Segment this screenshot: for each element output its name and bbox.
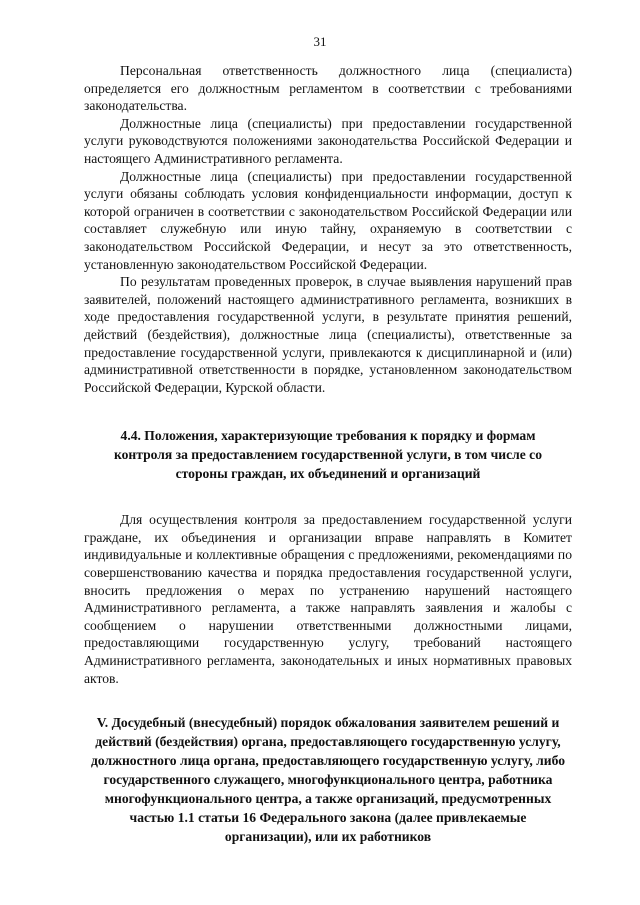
- section-4-4-heading: 4.4. Положения, характеризующие требования к порядку и формам контроля за предоставлением государственной услуги, в том числе со стороны граждан, их объединений и организаций: [113, 428, 543, 482]
- paragraph-confidentiality: Должностные лица (специалисты) при предоставлении государственной услуги обязаны соблюдать условия конфиденциальности информации, доступ к которой ограничен в соответствии с законодательством Российской Федерации или составляет служебную или иную тайну, охраняемую в соответствии с законодательством Российской Федерации, и несут за это ответственность, установленную законодательством Российской Федерации.: [84, 168, 572, 272]
- section-5-heading: V. Досудебный (внесудебный) порядок обжалования заявителем решений и действий (бездействия) органа, предоставляющего государственную услугу, должностного лица органа, предоставляющего государственную услугу, либо государственного служащего, многофункционального центра, работника многофункционального центра, а также организаций, предусмотренных частью 1.1 статьи 16 Федерального закона (далее привлекаемые организации), или их работников: [91, 715, 565, 845]
- section-4-4-paragraph: Для осуществления контроля за предоставлением государственной услуги граждане, их объединения и организации вправе направлять в Комитет индивидуальные и коллективные обращения с предложениями, рекомендациями по совершенствованию качества и порядка предоставления государственной услуги, вносить предложения о мерах по устранению нарушений настоящего Административного регламента, а также направлять заявления и жалобы с сообщением о нарушении ответственными должностными лицами, предоставляющими государственную услугу, требований настоящего Административного регламента, законодательных и иных нормативных правовых актов.: [84, 512, 572, 686]
- paragraph-inspection-results: По результатам проведенных проверок, в случае выявления нарушений прав заявителей, положений настоящего административного регламента, возникших в ходе предоставления государственной услуги, в результате принятия решений, действий (бездействия), должностные лица (специалисты), ответственные за предоставление государственной услуги, привлекаются к дисциплинарной и (или) административной ответственности в порядке, установленном законодательством Российской Федерации, Курской области.: [84, 274, 572, 395]
- paragraph-guided-by-law: Должностные лица (специалисты) при предоставлении государственной услуги руководствуются положениями законодательства Российской Федерации и настоящего Административного регламента.: [84, 115, 572, 166]
- document-body: [84, 62, 572, 846]
- paragraph-personal-responsibility: Персональная ответственность должностного лица (специалиста) определяется его должностным регламентом в соответствии с требованиями законодательства.: [84, 63, 572, 114]
- page-number: 31: [313, 34, 327, 49]
